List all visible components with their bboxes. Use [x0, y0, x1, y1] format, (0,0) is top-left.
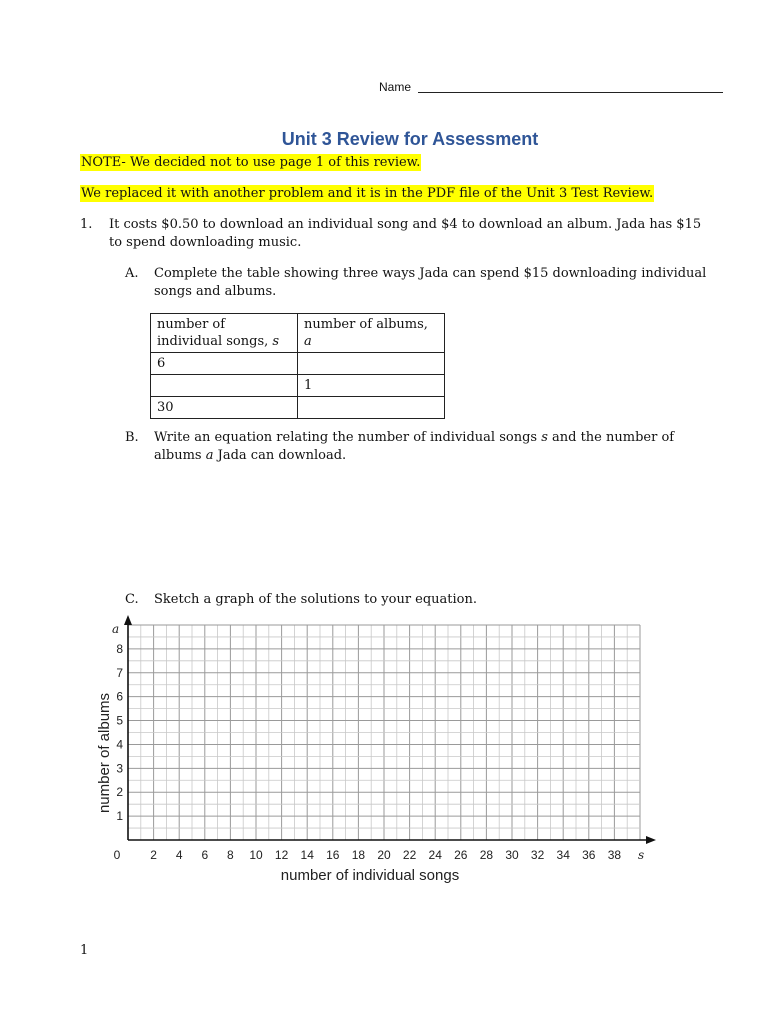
- table-row: [151, 397, 445, 419]
- y-axis-label: number of albums: [96, 692, 113, 814]
- x-tick-label: 18: [351, 848, 366, 862]
- table-cell-albums[interactable]: [298, 397, 445, 419]
- x-tick-label: 30: [505, 848, 519, 862]
- table-cell-songs[interactable]: [151, 375, 298, 397]
- x-tick-label: 22: [402, 848, 417, 862]
- header-songs: [151, 314, 298, 353]
- origin-label: 0: [113, 848, 121, 862]
- part-c-text: Sketch a graph of the solutions to your equation.: [154, 592, 478, 607]
- x-axis-label: number of individual songs: [280, 867, 460, 884]
- table-cell-songs[interactable]: 30: [151, 397, 298, 419]
- part-b-var-a: a: [205, 448, 214, 463]
- x-tick-label: 6: [201, 848, 209, 862]
- part-b-text: [154, 429, 714, 465]
- name-label: Name: [379, 80, 412, 94]
- header-songs-var: s: [272, 334, 280, 349]
- x-tick-label: 28: [479, 848, 494, 862]
- y-tick-label: 5: [116, 713, 123, 728]
- part-b-text-3: Jada can download.: [213, 448, 347, 463]
- note-line-2: [80, 185, 654, 203]
- x-tick-label: 32: [530, 848, 545, 862]
- x-tick-label: 12: [274, 848, 289, 862]
- note-2-highlight: We replaced it with another problem and it is in the PDF file of the Unit 3 Test Review.: [81, 186, 654, 201]
- header-albums: [298, 314, 445, 353]
- table-cell-songs[interactable]: 6: [151, 353, 298, 375]
- x-tick-label: 24: [428, 848, 442, 862]
- y-tick-label: 3: [116, 761, 123, 776]
- table-cell-albums[interactable]: 1: [298, 375, 445, 397]
- y-axis-variable: a: [112, 622, 120, 636]
- table-cell-albums[interactable]: [298, 353, 445, 375]
- part-c-letter: C.: [125, 592, 139, 607]
- y-tick-label: 2: [116, 785, 123, 800]
- x-axis-arrow: [646, 836, 656, 844]
- x-tick-label: 14: [300, 848, 314, 862]
- y-tick-label: 1: [116, 809, 123, 824]
- note-line-1: [80, 154, 421, 172]
- question-1-number: 1.: [80, 217, 93, 232]
- x-tick-label: 20: [377, 848, 391, 862]
- grid-lines: [128, 625, 640, 840]
- x-tick-label: 34: [556, 848, 570, 862]
- x-tick-label: 8: [227, 848, 234, 862]
- table-header-row: [151, 314, 445, 353]
- x-tick-label: 26: [454, 848, 468, 862]
- note-1-highlight: NOTE- We decided not to use page 1 of this review.: [81, 155, 421, 170]
- part-a-text: Complete the table showing three ways Jada can spend $15 downloading individual songs and albums.: [154, 266, 707, 299]
- part-b-var-s: s: [541, 430, 548, 445]
- part-b-text-1: Write an equation relating the number of individual songs: [154, 430, 542, 445]
- part-a-letter: A.: [125, 266, 139, 281]
- y-tick-label: 7: [116, 665, 123, 680]
- x-tick-label: 10: [249, 848, 263, 862]
- page-title: Unit 3 Review for Assessment: [281, 129, 539, 149]
- x-tick-label: 36: [582, 848, 596, 862]
- x-tick-label: 4: [175, 848, 183, 862]
- x-tick-label: 2: [150, 848, 157, 862]
- y-tick-label: 4: [116, 737, 123, 752]
- table-row: [151, 353, 445, 375]
- part-b-letter: B.: [125, 430, 139, 445]
- table-row: [151, 375, 445, 397]
- header-albums-text: number of albums,: [304, 317, 428, 332]
- y-axis-arrow: [124, 615, 132, 625]
- x-axis-variable: s: [638, 848, 645, 862]
- coordinate-grid-graph[interactable]: [90, 615, 670, 890]
- name-blank-line[interactable]: [418, 92, 723, 93]
- x-tick-label: 16: [326, 848, 340, 862]
- y-tick-label: 6: [116, 689, 123, 704]
- answer-table: [150, 313, 445, 419]
- question-1-text: It costs $0.50 to download an individual song and $4 to download an album. Jada has $15 to spend downloading music.: [109, 217, 702, 250]
- header-albums-var: a: [304, 334, 312, 349]
- y-tick-label: 8: [116, 641, 123, 656]
- page-number: 1: [80, 943, 89, 958]
- header-songs-text: number of individual songs,: [157, 317, 273, 349]
- part-b-text-2: and the number of albums: [154, 430, 675, 463]
- x-tick-label: 38: [607, 848, 622, 862]
